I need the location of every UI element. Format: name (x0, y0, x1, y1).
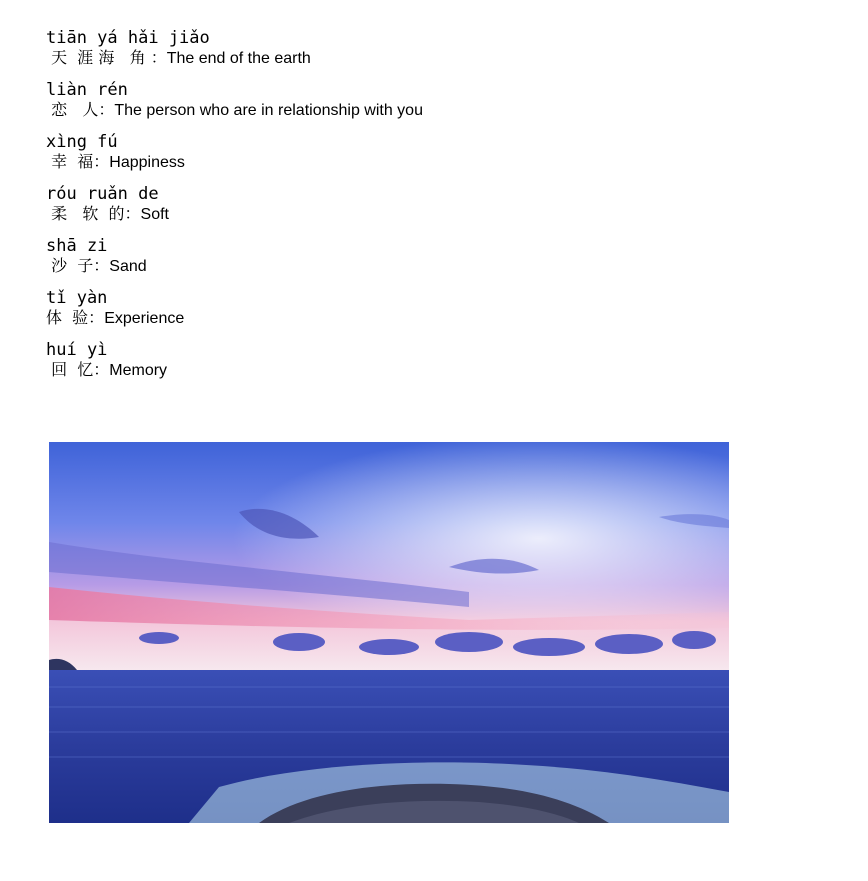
english-meaning: The person who are in relationship with you (114, 102, 423, 119)
pinyin: huí yì (46, 340, 108, 360)
pinyin: tiān yá hǎi jiǎo (46, 28, 210, 48)
pinyin: shā zi (46, 236, 108, 256)
hanzi: 体 验： (46, 308, 105, 327)
hanzi: 幸 福： (46, 152, 110, 171)
seascape-sunset-icon (49, 442, 729, 823)
english-meaning: The end of the earth (166, 50, 311, 67)
hanzi: 沙 子： (46, 256, 110, 275)
pinyin: róu ruǎn de (46, 184, 159, 204)
meaning-line (46, 360, 746, 380)
pinyin: liàn rén (46, 80, 128, 100)
vocab-entry (46, 132, 746, 184)
hanzi: 恋 人： (46, 100, 115, 119)
pinyin: tǐ yàn (46, 288, 108, 308)
english-meaning: Soft (140, 206, 169, 223)
hanzi: 天 涯 海 角 ： (46, 48, 167, 67)
english-meaning: Happiness (109, 154, 185, 171)
meaning-line (46, 48, 746, 68)
english-meaning: Experience (104, 310, 185, 327)
meaning-line (46, 256, 746, 276)
vocab-entry (46, 340, 746, 392)
english-meaning: Sand (109, 258, 147, 275)
meaning-line (46, 152, 746, 172)
vocabulary-list (46, 28, 746, 392)
hanzi: 回 忆： (46, 360, 110, 379)
seascape-photo (49, 442, 729, 823)
meaning-line (46, 308, 746, 328)
vocab-entry (46, 288, 746, 340)
meaning-line (46, 204, 746, 224)
vocab-entry (46, 184, 746, 236)
vocab-entry (46, 236, 746, 288)
pinyin: xìng fú (46, 132, 118, 152)
vocab-entry (46, 28, 746, 80)
vocab-entry (46, 80, 746, 132)
meaning-line (46, 100, 746, 120)
english-meaning: Memory (109, 362, 168, 379)
hanzi: 柔 软 的： (46, 204, 141, 223)
